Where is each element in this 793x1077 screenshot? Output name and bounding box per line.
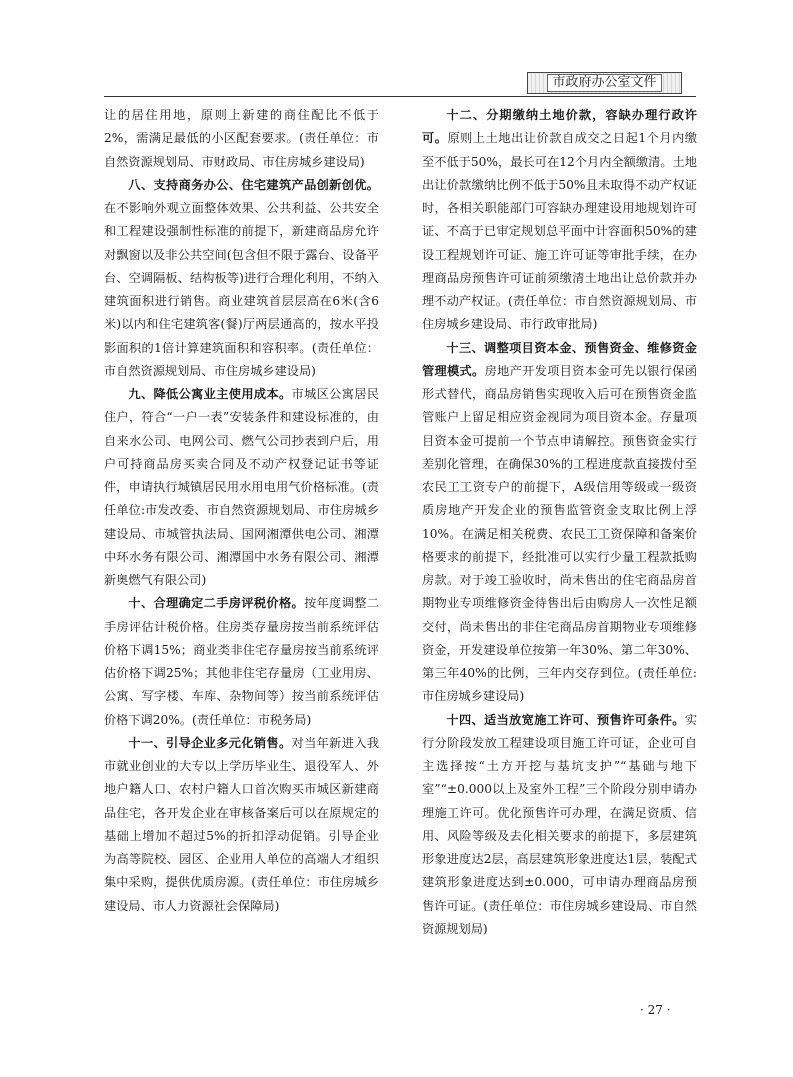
paragraph-item-12 [422, 104, 697, 337]
item-10-title: 十、合理确定二手房评税价格。 [128, 596, 305, 611]
item-11-body: 对当年新进入我市就业创业的大专以上学历毕业生、退役军人、外地户籍人口、农村户籍人口首次购买市城区新建商品住宅，各开发企业在审核备案后可以在原规定的基础上增加不超过5%的折扣浮动促销。引导企业为高等院校、园区、企业用人单位的高端人才组织集中采购，提供优质房源。(责任单位：市住房城乡建设局、市人力资源社会保障局) [104, 735, 379, 913]
header-banner [527, 72, 682, 94]
item-12-body: 原则上土地出让价款自成交之日起1个月内缴至不低于50%，最长可在12个月内全额缴清。土地出让价款缴纳比例不低于50%且未取得不动产权证时，各相关职能部门可容缺办理建设用地规划许可证、不高于已审定规划总平面中计容面积50%的建设工程规划许可证、施工许可证等审批手续，在办理商品房预售许可证前须缴清土地出让总价款并办理不动产权证。(责任单位：市自然资源规划局、市住房城乡建设局、市行政审批局) [422, 131, 697, 332]
header-title: 市政府办公室文件 [547, 74, 661, 92]
item-9-title: 九、降低公寓业主使用成本。 [128, 387, 292, 401]
item-8-body: 在不影响外观立面整体效果、公共利益、公共安全和工程建设强制性标准的前提下，新建商品房允许对飘窗以及非公共空间(包含但不限于露台、设备平台、空调隔板、结构板等)进行合理化利用，不纳入建筑面积进行销售。商业建筑首层层高在6米(含6米)以内和住宅建筑客(餐)厅两层通高的，按水平投影面积的1倍计算建筑面积和容积率。(责任单位：市自然资源规划局、市住房城乡建设局) [104, 201, 379, 378]
item-14-title: 十四、适当放宽施工许可、预售许可条件。 [446, 712, 685, 727]
item-13-body: 房地产开发项目资本金可先以银行保函形式替代，商品房销售实现收入后可在预售资金监管账户上留足相应资金视同为项目资本金。存量项目资本金可提前一个节点申请解控。预售资金实行差别化管理，在确保30%的工程进度款直接拨付至农民工工资专户的前提下，A级信用等级或一级资质房地产开发企业的预售监管资金支取比例上浮10%。在满足相关税费、农民工工资保障和备案价格要求的前提下，经批准可以实行少量工程款抵购房款。对于竣工验收时，尚未售出的住宅商品房首期物业专项维修资金待售出后由购房人一次性足额交付，尚未售出的非住宅商品房首期物业专项维修资金，开发建设单位按第一年30%、第二年30%、第三年40%的比例，三年内交存到位。(责任单位: 市住房城乡建设局) [422, 363, 697, 704]
paragraph-item-13 [422, 337, 697, 709]
paragraph-continued: 让的居住用地，原则上新建的商住配比不低于2%，需满足最低的小区配套要求。(责任单位：市自然资源规划局、市财政局、市住房城乡建设局) [104, 108, 379, 169]
item-9-body: 市城区公寓居民住户，符合“一户一表”安装条件和建设标准的，由自来水公司、电网公司、燃气公司抄表到户后，用户可持商品房买卖合同及不动产权登记证书等证件，申请执行城镇居民用水用电用气价格标准。(责任单位:市发改委、市自然资源规划局、市住房城乡建设局、市城管执法局、国网湘潭供电公司、湘潭中环水务有限公司、湘潭国中水务有限公司、湘潭新奥燃气有限公司) [104, 387, 379, 587]
item-14-body: 实行分阶段发放工程建设项目施工许可证，企业可自主选择按“土方开挖与基坑支护”“基础与地下室”“±0.000以上及室外工程”三个阶段分别申请办理施工许可。优化预售许可办理，在满足资质、信用、风险等级及去化相关要求的前提下，多层建筑形象进度达2层，高层建筑形象进度达1层，装配式建筑形象进度达到±0.000，可申请办理商品房预售许可证。(责任单位：市住房城乡建设局、市自然资源规划局) [422, 712, 697, 936]
header-rule [104, 96, 696, 97]
right-column [422, 104, 697, 941]
item-8-title: 八、支持商务办公、住宅建筑产品创新创优。 [128, 177, 379, 192]
left-column [104, 104, 379, 918]
item-10-body: 按年度调整二手房评估计税价格。住房类存量房按当前系统评估价格下调15%；商业类非住宅存量房按当前系统评估价格下调25%；其他非住宅存量房（工业用房、公寓、写字楼、车库、杂物间等）按当前系统评估价格下调20%。(责任单位：市税务局) [104, 596, 379, 727]
paragraph-item-8 [104, 174, 379, 383]
paragraph-item-14 [422, 709, 697, 942]
item-11-title: 十一、引导企业多元化销售。 [128, 735, 292, 750]
paragraph-item-10 [104, 592, 379, 732]
paragraph-item-9 [104, 383, 379, 592]
page-number: · 27 · [640, 1003, 671, 1017]
item-12-title: 十二、分期缴纳土地价款，容缺办理行政许可。 [422, 108, 697, 146]
item-13-title: 十三、调整项目资本金、预售资金、维修资金管理模式。 [422, 340, 697, 378]
paragraph-item-11 [104, 732, 379, 918]
